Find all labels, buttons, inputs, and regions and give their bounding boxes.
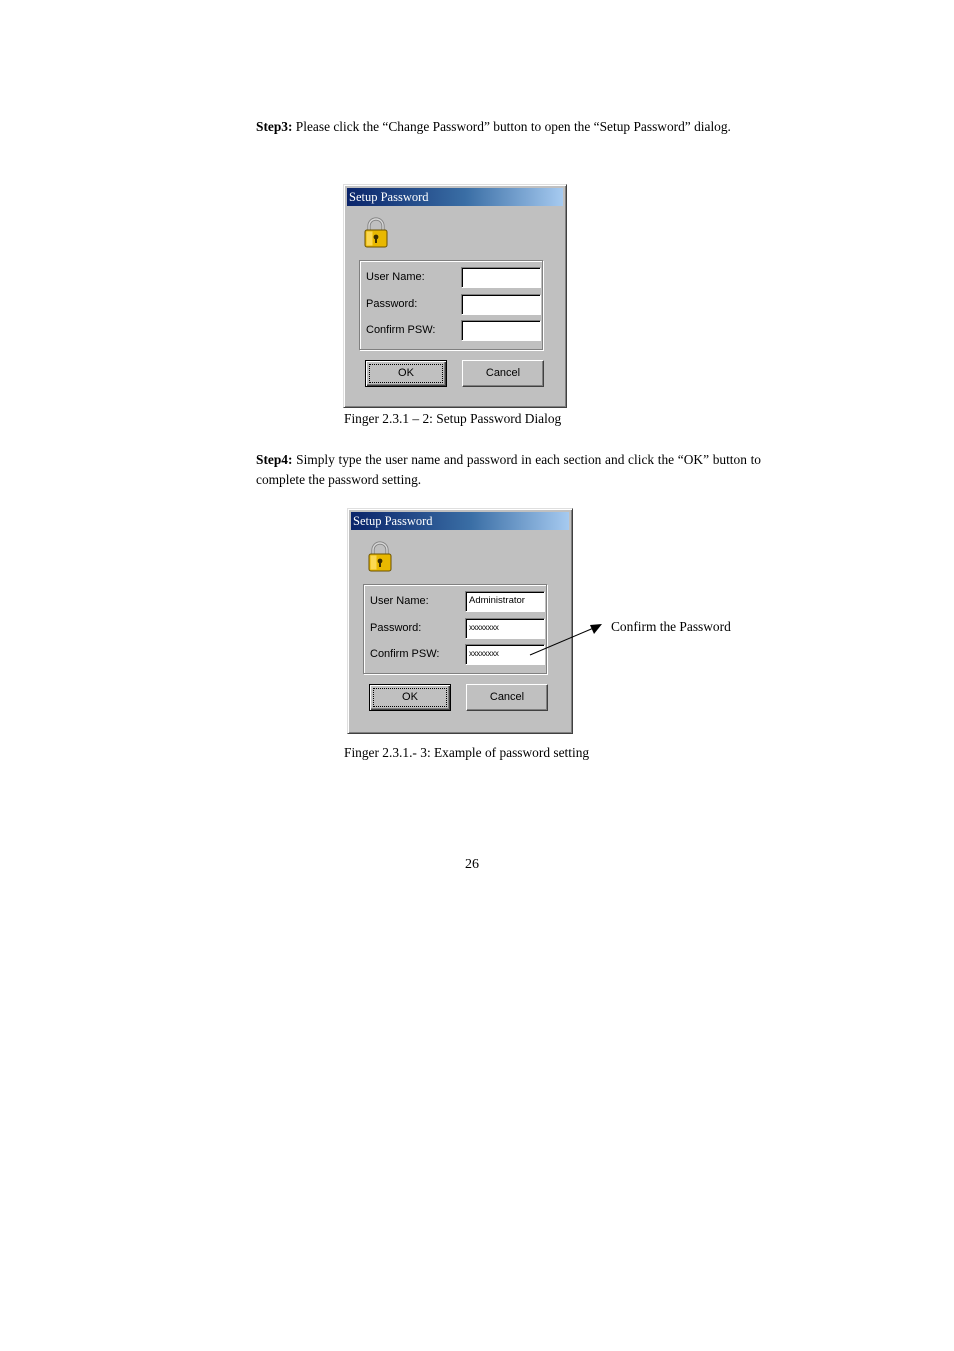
step4-label: Step4: [256,452,293,467]
cancel-button[interactable]: Cancel [462,360,544,387]
password-input[interactable] [461,294,541,315]
user-name-input[interactable]: Administrator [465,591,545,612]
step4-text: Simply type the user name and password in each section and click the “OK” button to complete the password setting. [256,452,761,487]
password-input[interactable]: xxxxxxxx [465,618,545,639]
confirm-psw-label: Confirm PSW: [370,648,440,660]
ok-button[interactable] [365,360,447,387]
figure2-caption: Finger 2.3.1.- 3: Example of password setting [344,745,590,760]
confirm-psw-input[interactable]: xxxxxxxx [465,644,545,665]
annotation-arrow [520,618,610,663]
cancel-button[interactable]: Cancel [466,684,548,711]
confirm-password-annotation: Confirm the Password [611,619,731,634]
setup-password-dialog-empty [343,184,567,408]
step3-label: Step3: [256,119,293,134]
credentials-groupbox [359,260,543,350]
password-label: Password: [366,298,418,310]
ok-button[interactable] [369,684,451,711]
step3-paragraph [256,117,761,137]
password-label: Password: [370,622,422,634]
ok-button-label: OK [369,364,443,383]
confirm-psw-label: Confirm PSW: [366,324,436,336]
lock-icon [366,541,394,573]
step3-text: Please click the “Change Password” button to open the “Setup Password” dialog. [292,119,731,134]
ok-button-label: OK [373,688,447,707]
user-name-input[interactable] [461,267,541,288]
page-number: 26 [465,857,479,872]
dialog-title: Setup Password [347,188,563,206]
step4-paragraph [256,450,761,490]
dialog-title: Setup Password [351,512,569,530]
user-name-label: User Name: [366,271,425,283]
user-name-label: User Name: [370,595,429,607]
figure1-caption: Finger 2.3.1 – 2: Setup Password Dialog [344,411,562,426]
confirm-psw-input[interactable] [461,320,541,341]
lock-icon [362,217,390,249]
